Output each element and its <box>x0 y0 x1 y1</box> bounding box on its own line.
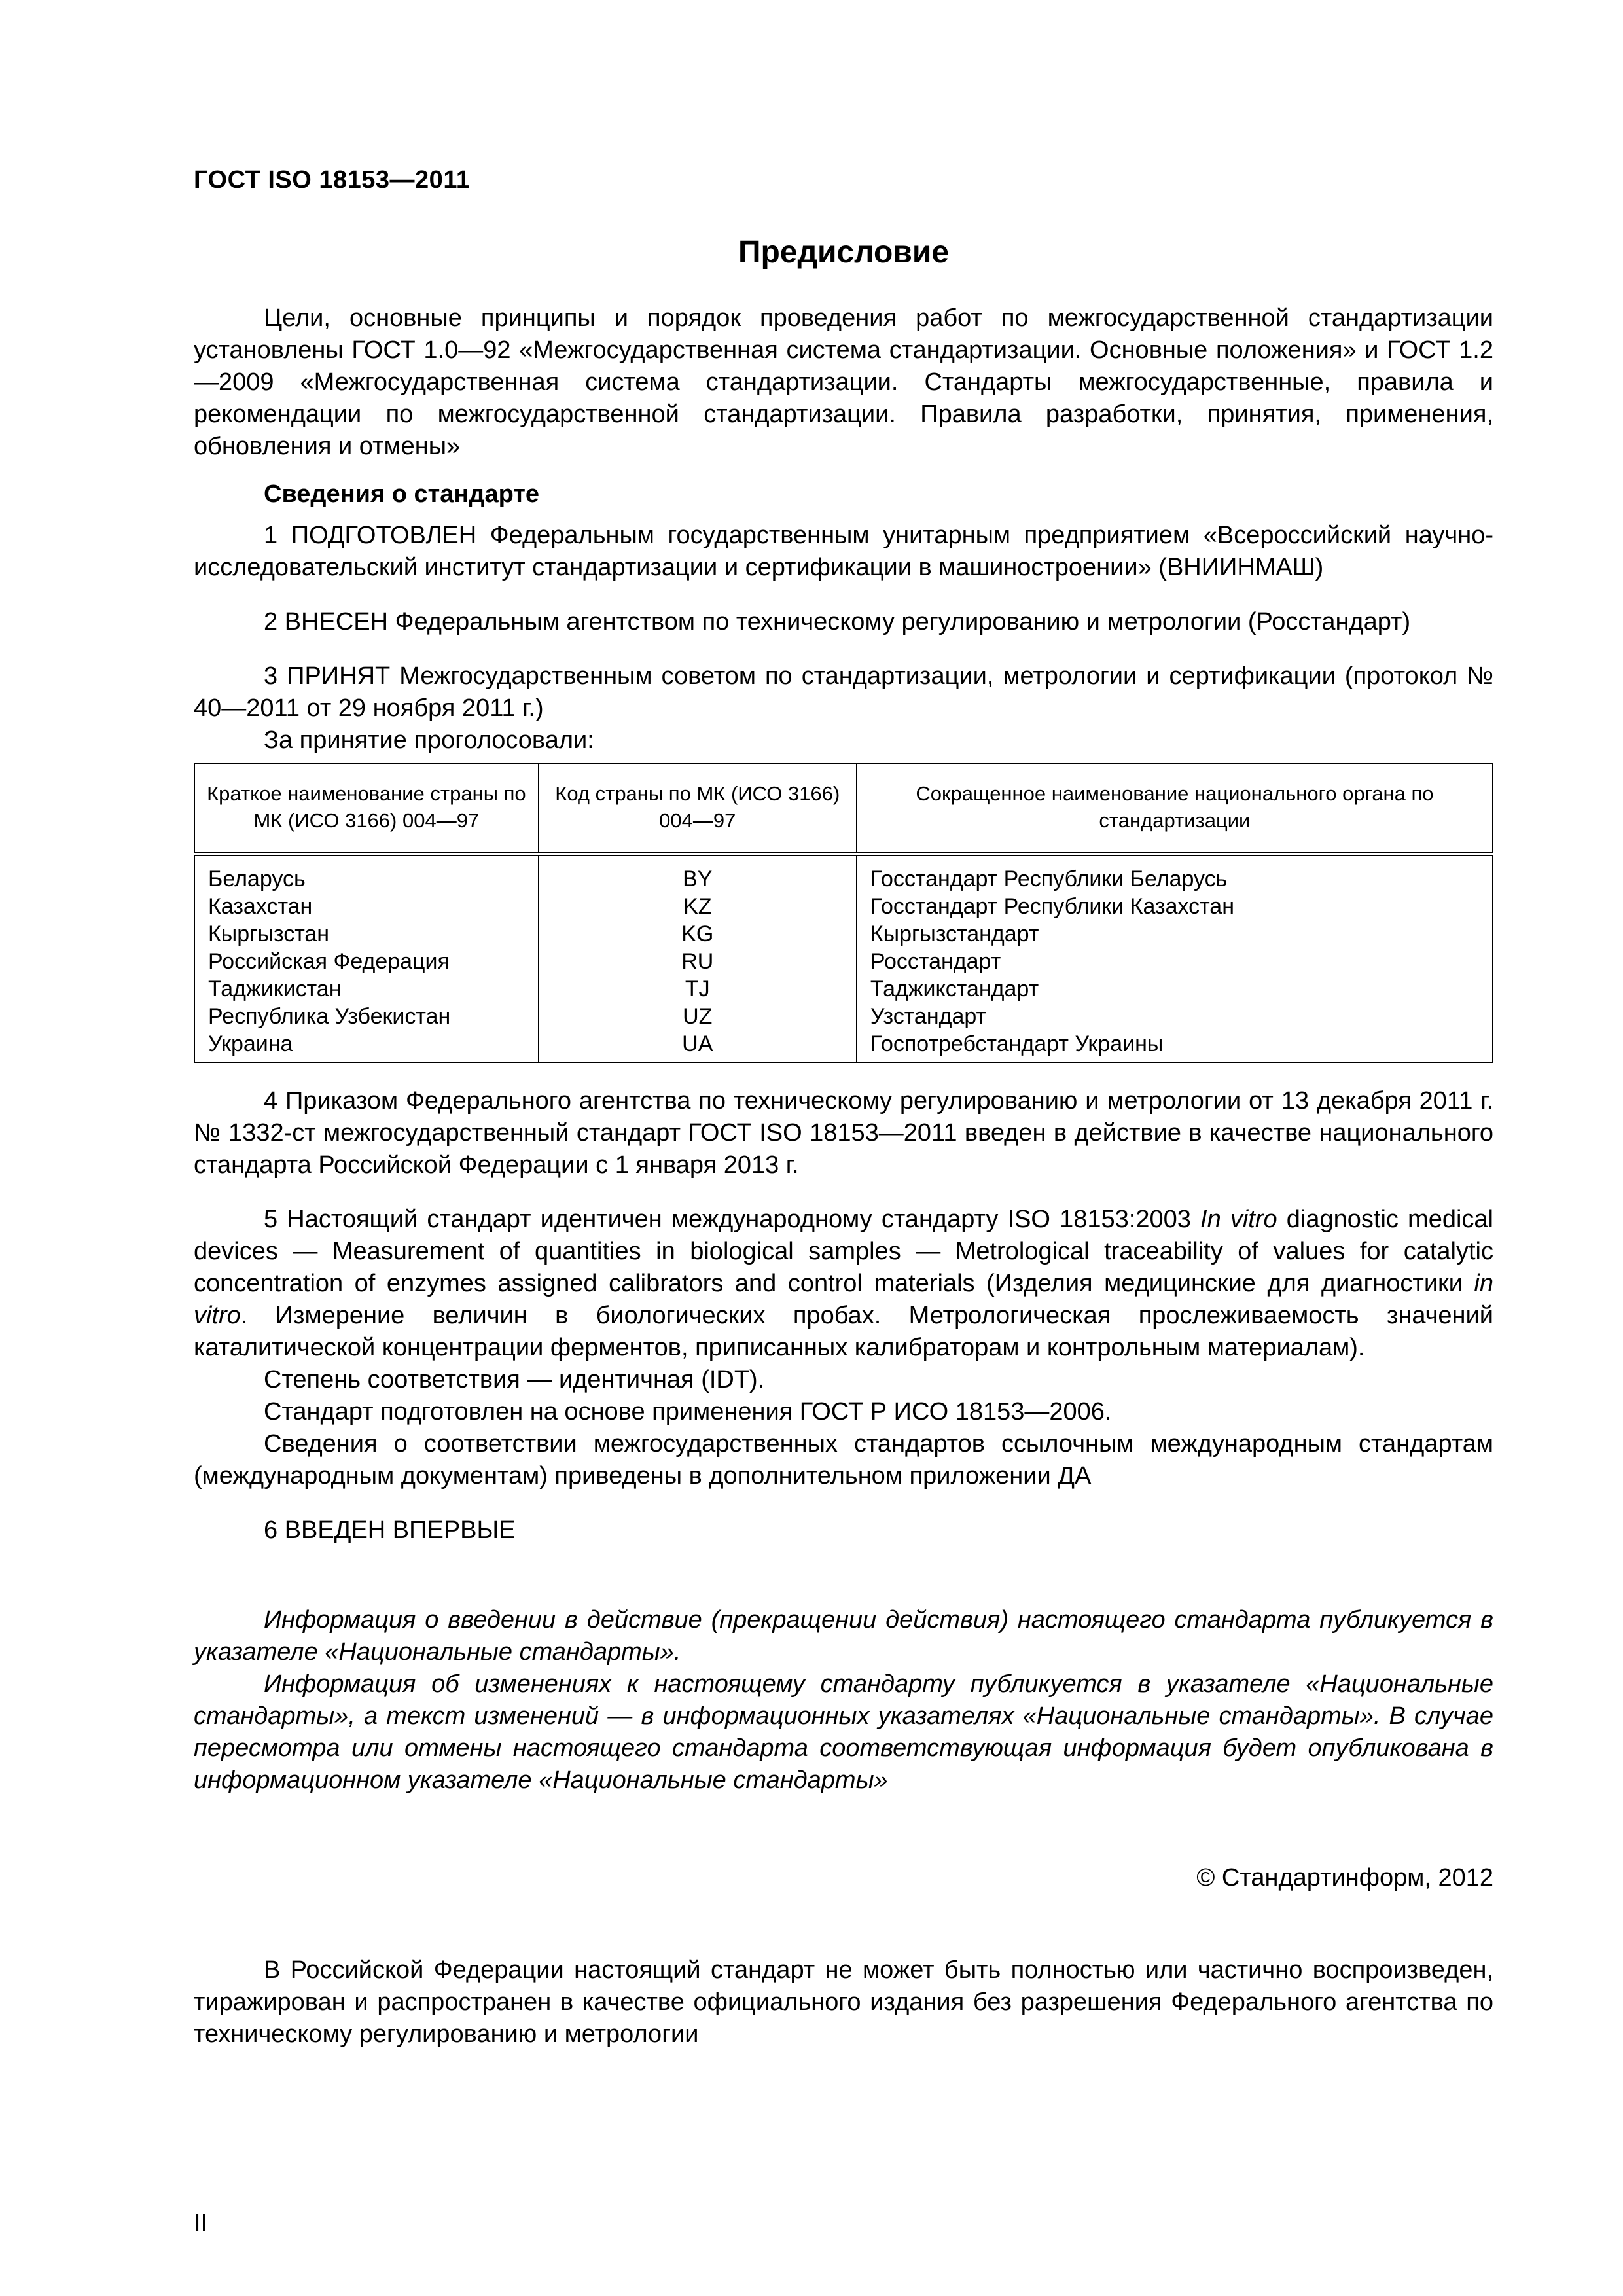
national-body-cell: Таджикстандарт <box>857 975 1493 1003</box>
national-body-cell: Кыргызстандарт <box>857 920 1493 948</box>
item-5-italic-term: In vitro <box>1200 1206 1277 1233</box>
document-body <box>194 302 1493 2051</box>
item-1-paragraph: 1 ПОДГОТОВЛЕН Федеральным государственным унитарным предприятием «Всероссийский научно-исследовательский институт стандартизации и сертификации в машиностроении» (ВНИИНМАШ) <box>194 522 1493 581</box>
country-name-cell: Беларусь <box>194 854 539 893</box>
document-page <box>194 0 1493 2296</box>
table-header-cell: Краткое наименование страны по МК (ИСО 3166) 004—97 <box>194 764 539 854</box>
references-paragraph: Сведения о соответствии межгосударственных стандартов ссылочным международным стандартам (международным документам) приведены в дополнительном приложении ДА <box>194 1430 1493 1490</box>
info-paragraph-2: Информация об изменениях к настоящему стандарту публикуется в указателе «Национальные стандарты», а текст изменений — в информационных указателях «Национальные стандарты». В случае пересмотра или отмены настоящего стандарта соответствующая информация будет опубликована в информационном указателе «Национальные стандарты» <box>194 1670 1493 1794</box>
country-code-cell: RU <box>539 948 857 975</box>
document-header: ГОСТ ISO 18153—2011 <box>194 166 471 194</box>
table-row <box>194 854 1493 893</box>
item-6-paragraph: 6 ВВЕДЕН ВПЕРВЫЕ <box>264 1516 516 1544</box>
country-name-cell: Украина <box>194 1030 539 1062</box>
section-heading: Сведения о стандарте <box>264 480 540 508</box>
item-5-italic-term: in vitro <box>194 1270 1493 1329</box>
table-header-row <box>194 764 1493 854</box>
national-body-cell: Узстандарт <box>857 1003 1493 1030</box>
voting-table <box>194 763 1493 1063</box>
item-5-paragraph <box>194 1204 1493 1364</box>
national-body-cell: Госстандарт Республики Беларусь <box>857 854 1493 893</box>
table-row <box>194 920 1493 948</box>
item-5-text: 5 Настоящий стандарт идентичен международному стандарту ISO 18153:2003 <box>264 1206 1201 1233</box>
table-header-cell: Сокращенное наименование национального органа по стандартизации <box>857 764 1493 854</box>
country-name-cell: Таджикистан <box>194 975 539 1003</box>
country-code-cell: BY <box>539 854 857 893</box>
info-paragraph-1: Информация о введении в действие (прекращении действия) настоящего стандарта публикуется в указателе «Национальные стандарты». <box>194 1606 1493 1666</box>
basis-paragraph: Стандарт подготовлен на основе применения ГОСТ Р ИСО 18153—2006. <box>264 1398 1112 1426</box>
country-name-cell: Республика Узбекистан <box>194 1003 539 1030</box>
national-body-cell: Госстандарт Республики Казахстан <box>857 893 1493 920</box>
voted-label: За принятие проголосовали: <box>264 726 594 754</box>
copyright-line: © Стандартинформ, 2012 <box>1196 1864 1493 1892</box>
table-row <box>194 1030 1493 1062</box>
page-number: II <box>194 2210 208 2237</box>
country-code-cell: TJ <box>539 975 857 1003</box>
country-name-cell: Кыргызстан <box>194 920 539 948</box>
country-code-cell: KZ <box>539 893 857 920</box>
table-row <box>194 948 1493 975</box>
item-5-text: diagnostic medical devices — Measurement of quantities in biological samples — Metrological traceability of values for catalytic concentration of enzymes assigned calibrators and control materials (Изделия медицинские для диагностики <box>194 1206 1493 1297</box>
degree-paragraph: Степень соответствия — идентичная (IDT). <box>264 1366 765 1393</box>
intro-paragraph: Цели, основные принципы и порядок проведения работ по межгосударственной стандартизации установлены ГОСТ 1.0—92 «Межгосударственная система стандартизации. Основные положения» и ГОСТ 1.2—2009 «Межгосударственная система стандартизации. Стандарты межгосударственные, правила и рекомендации по межгосударственной стандартизации. Правила разработки, принятия, применения, обновления и отмены» <box>194 304 1493 460</box>
table-row <box>194 893 1493 920</box>
rf-notice-paragraph: В Российской Федерации настоящий стандарт не может быть полностью или частично воспроизведен, тиражирован и распространен в качестве официального издания без разрешения Федерального агентства по техническому регулированию и метрологии <box>194 1956 1493 2048</box>
country-name-cell: Российская Федерация <box>194 948 539 975</box>
country-code-cell: UA <box>539 1030 857 1062</box>
country-name-cell: Казахстан <box>194 893 539 920</box>
national-body-cell: Госпотребстандарт Украины <box>857 1030 1493 1062</box>
table-row <box>194 975 1493 1003</box>
page-title: Предисловие <box>738 235 950 270</box>
item-4-paragraph: 4 Приказом Федерального агентства по техническому регулированию и метрологии от 13 декабря 2011 г. № 1332-ст межгосударственный стандарт ГОСТ ISO 18153—2011 введен в действие в качестве национального стандарта Российской Федерации с 1 января 2013 г. <box>194 1087 1493 1179</box>
country-code-cell: UZ <box>539 1003 857 1030</box>
table-header-cell: Код страны по МК (ИСО 3166) 004—97 <box>539 764 857 854</box>
item-5-text: . Измерение величин в биологических пробах. Метрологическая прослеживаемость значений каталитической концентрации ферментов, приписанных калибраторам и контрольным материалам). <box>194 1302 1493 1361</box>
item-3-paragraph: 3 ПРИНЯТ Межгосударственным советом по стандартизации, метрологии и сертификации (протокол № 40—2011 от 29 ноября 2011 г.) <box>194 662 1493 722</box>
country-code-cell: KG <box>539 920 857 948</box>
national-body-cell: Росстандарт <box>857 948 1493 975</box>
table-row <box>194 1003 1493 1030</box>
item-2-paragraph: 2 ВНЕСЕН Федеральным агентством по техническому регулированию и метрологии (Росстандарт) <box>264 608 1411 636</box>
